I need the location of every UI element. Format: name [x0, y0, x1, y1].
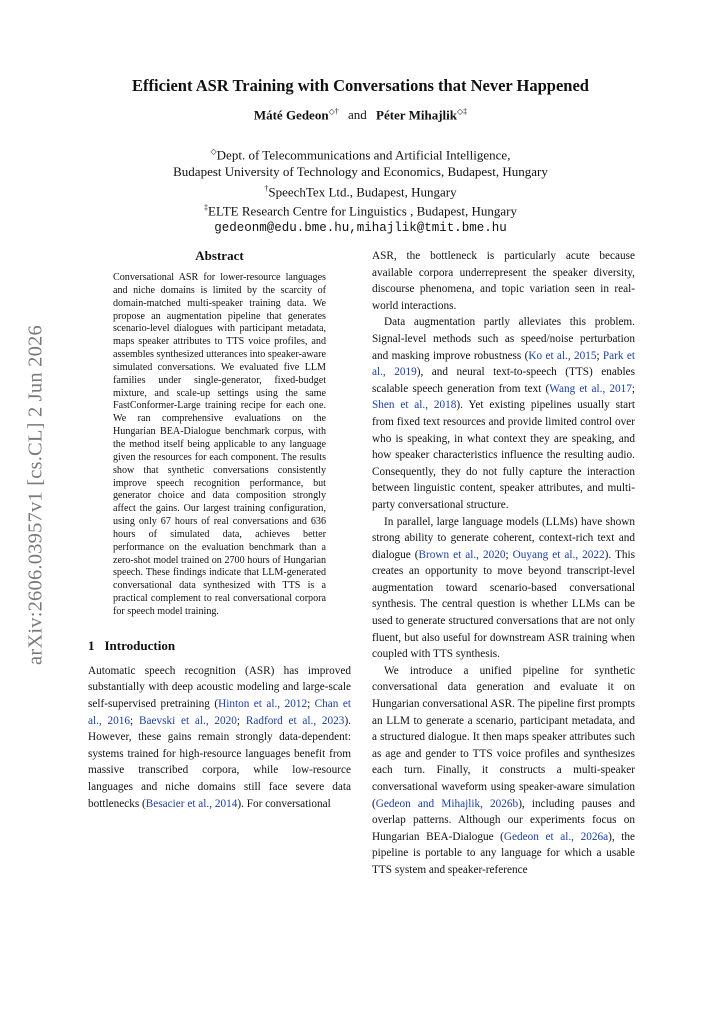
citation-link[interactable]: Chan et al., 2016: [88, 697, 351, 727]
affiliation-line-1: [0, 144, 721, 164]
body-text: ), and neural text-to-speech (TTS) enables scalable speech generation from text (: [372, 366, 636, 395]
author-2-name: Péter Mihajlik: [376, 107, 457, 123]
author-1-marks: ◇†: [328, 107, 339, 116]
body-text: ), including pauses and overlap patterns. Although our experiments focus on Hungarian BEA-Dialogue (: [372, 797, 635, 843]
affiliations: [0, 144, 721, 237]
section-title: Introduction: [104, 637, 176, 653]
citation-link[interactable]: Brown et al., 2020: [418, 548, 506, 561]
affiliation-text: ELTE Research Centre for Linguistics , Budapest, Hungary: [208, 203, 517, 219]
paper-title: Efficient ASR Training with Conversations that Never Happened: [132, 76, 589, 95]
left-column: [88, 248, 351, 812]
author-conjunction: and: [347, 107, 367, 123]
author-2-marks: ◇‡: [457, 107, 468, 116]
intro-paragraph-2: [372, 314, 635, 513]
separator: ;: [596, 349, 603, 362]
citation-link[interactable]: Besacier et al., 2014: [145, 797, 238, 810]
body-text: ). However, these gains remain strongly data-dependent: systems trained for high-resource languages benefit from massive transcribed corpora, while low-resource languages and niche domains still face severe data bottlenecks (: [88, 714, 351, 810]
right-column: [372, 248, 635, 879]
section-number: 1: [88, 637, 95, 653]
body-text: ), the pipeline is portable to any language for which a usable TTS system and speaker-reference: [372, 830, 635, 876]
abstract-text: Conversational ASR for lower-resource languages and niche domains is limited by the scarcity of domain-matched multi-speaker training data. We propose an augmentation pipeline that generates scenario-level dialogues with participant metadata, maps speaker attributes to TTS voice profiles, and assembles synthesized utterances into speaker-aware simulated conversations. We evaluated five LLM families under single-generator, fixed-budget mixture, and scale-up settings using the same FastConformer-Large training recipe for each one. We ran comprehensive evaluations on the Hungarian BEA-Dialogue benchmark corpus, with the method itself being applicable to any language given the resources for each component. The results show that synthetic conversations consistently improve speech recognition performance, but generator choice and data composition strongly affect the gains. Our largest training configuration, using only 67 hours of real conversations and 636 hours of simulated data, achieves better performance on the evaluation benchmark than a zero-shot model trained on 2700 hours of Hungarian speech. These findings indicate that LLM-generated conversational data synthesized with TTS is a practical complement to real conversational corpora for speech model training.: [113, 272, 326, 617]
separator: ;: [130, 714, 139, 727]
citation-link[interactable]: Baevski et al., 2020: [138, 714, 237, 727]
affiliation-line-4: [0, 200, 721, 220]
author-emails: gedeonm@edu.bme.hu,mihajlik@tmit.bme.hu: [214, 221, 507, 236]
affiliation-line-3: [0, 181, 721, 201]
arxiv-stamp-text: arXiv:2606.03957v1 [cs.CL] 2 Jun 2026: [24, 325, 47, 665]
arxiv-stamp: [20, 300, 52, 690]
body-text: Data augmentation partly alleviates this problem. Signal-level methods such as speed/noise perturbation and masking improve robustness (: [372, 316, 635, 362]
affiliation-mark: ◇: [210, 147, 217, 156]
citation-link[interactable]: Park et al., 2019: [372, 349, 635, 379]
citation-link[interactable]: Gedeon et al., 2026a: [503, 830, 609, 843]
intro-paragraph-continued: ASR, the bottleneck is particularly acute because available corpora underrepresent the speaker diversity, discourse phenomena, and topic variation seen in real-world interactions.: [372, 250, 635, 312]
intro-paragraph-3: [372, 514, 635, 663]
citation-link[interactable]: Wang et al., 2017: [549, 382, 632, 395]
separator: ;: [236, 714, 246, 727]
citation-link[interactable]: Shen et al., 2018: [372, 399, 457, 412]
citation-link[interactable]: Hinton et al., 2012: [218, 697, 308, 710]
citation-link[interactable]: Ouyang et al., 2022: [512, 548, 605, 561]
affiliation-mark: ‡: [204, 203, 209, 213]
separator: ;: [631, 382, 636, 395]
affiliation-text: SpeechTex Ltd., Budapest, Hungary: [268, 183, 457, 199]
intro-paragraph-1: [88, 663, 351, 812]
body-text: Automatic speech recognition (ASR) has improved substantially with deep acoustic modeling and large-scale self-supervised pretraining (: [88, 664, 351, 710]
separator: ;: [307, 697, 315, 710]
separator: ;: [505, 548, 513, 561]
section-heading-introduction: [88, 638, 351, 654]
affiliation-text: Dept. of Telecommunications and Artificial Intelligence,: [216, 147, 511, 163]
body-text: ). For conversational: [237, 797, 331, 810]
body-text: We introduce a unified pipeline for synthetic conversational data generation and evaluate it on Hungarian conversational ASR. The pipeline first prompts an LLM to generate a scenario, participant metadata, and a structured dialogue. It then maps speaker attributes such as age and gender to TTS voice profiles and synthesizes each turn. Finally, it constructs a multi-speaker conversational waveform using speaker-aware simulation (: [372, 664, 635, 810]
body-text: ). Yet existing pipelines usually start from fixed text resources and provide limited control over who is speaking, in what context they are speaking, and how speaker characteristics influence the resulting audio. Consequently, they do not fully capture the interaction between linguistic content, speaker attributes, and multi-party conversational structure.: [372, 399, 635, 511]
author-line: [0, 107, 721, 123]
intro-paragraph-4: [372, 663, 635, 879]
author-1-name: Máté Gedeon: [253, 107, 329, 123]
abstract-heading: Abstract: [195, 248, 244, 263]
citation-link[interactable]: Ko et al., 2015: [528, 349, 597, 362]
citation-link[interactable]: Gedeon and Mihajlik, 2026b: [375, 797, 519, 810]
body-text: In parallel, large language models (LLMs) have shown strong ability to generate coherent, context-rich text and dialogue (: [372, 515, 635, 561]
body-text: ). This creates an opportunity to move beyond transcript-level augmentation toward scenario-based conversational synthesis. The central question is whether LLMs can be used to generate structured conversations that are not only fluent, but also useful for downstream ASR training when coupled with TTS synthesis.: [372, 548, 636, 661]
citation-link[interactable]: Radford et al., 2023: [245, 714, 345, 727]
affiliation-line-2: Budapest University of Technology and Economics, Budapest, Hungary: [173, 163, 548, 179]
affiliation-mark: †: [264, 183, 269, 193]
